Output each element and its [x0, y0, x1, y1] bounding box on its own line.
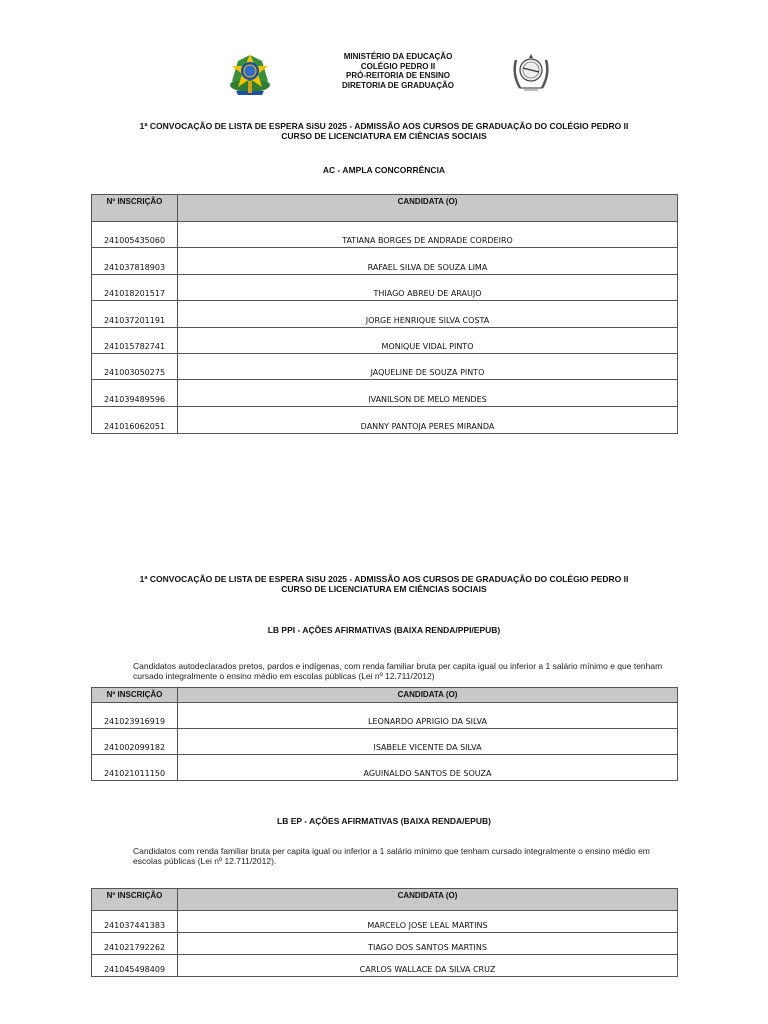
candidate-name-cell: DANNY PANTOJA PERES MIRANDA — [178, 407, 678, 434]
header-line: DIRETORIA DE GRADUAÇÃO — [341, 80, 454, 90]
table-row — [92, 301, 678, 328]
inscricao-cell: 241021792262 — [92, 933, 178, 955]
candidate-name-cell: ISABELE VICENTE DA SILVA — [178, 729, 678, 755]
inscricao-cell: 241037818903 — [92, 248, 178, 275]
column-header-candidato: CANDIDATA (O) — [178, 889, 678, 911]
inscricao-cell: 241003050275 — [92, 354, 178, 380]
lbep-description — [133, 846, 673, 866]
inscricao-cell: 241002099182 — [92, 729, 178, 755]
candidate-name-cell: JAQUELINE DE SOUZA PINTO — [178, 354, 678, 380]
table-row — [92, 380, 678, 407]
institution-header — [270, 52, 526, 90]
candidate-name-cell: RAFAEL SILVA DE SOUZA LIMA — [178, 248, 678, 275]
lbep-table — [91, 888, 678, 977]
candidate-name-cell: TATIANA BORGES DE ANDRADE CORDEIRO — [178, 222, 678, 248]
inscricao-cell: 241016062051 — [92, 407, 178, 434]
lbppi-description-line1: Candidatos autodeclarados pretos, pardos e indígenas, com renda familiar bruta per capita igual ou inferior a 1 salário mínimo e que tenham — [133, 661, 663, 671]
inscricao-cell: 241037201191 — [92, 301, 178, 328]
column-header-inscricao: Nº INSCRIÇÃO — [92, 195, 178, 222]
ac-table — [91, 194, 678, 434]
section-title-repeat — [60, 574, 708, 594]
table-row — [92, 222, 678, 248]
inscricao-cell: 241045498409 — [92, 955, 178, 977]
inscricao-cell: 241039489596 — [92, 380, 178, 407]
brazil-coat-of-arms-logo — [224, 51, 276, 97]
table-row — [92, 354, 678, 380]
lbep-heading: LB EP - AÇÕES AFIRMATIVAS (BAIXA RENDA/EPUB) — [277, 816, 491, 826]
column-header-candidato: CANDIDATA (O) — [178, 195, 678, 222]
lbppi-table — [91, 687, 678, 781]
candidate-name-cell: CARLOS WALLACE DA SILVA CRUZ — [178, 955, 678, 977]
inscricao-cell: 241005435060 — [92, 222, 178, 248]
table-row — [92, 703, 678, 729]
column-header-candidato: CANDIDATA (O) — [178, 688, 678, 703]
column-header-inscricao: Nº INSCRIÇÃO — [92, 688, 178, 703]
ac-heading: AC - AMPLA CONCORRÊNCIA — [322, 165, 446, 175]
candidate-name-cell: AGUINALDO SANTOS DE SOUZA — [178, 755, 678, 781]
lbep-description-line2: escolas públicas (Lei nº 12.711/2012). — [133, 856, 277, 866]
header-line: PRÓ-REITORIA DE ENSINO — [345, 71, 450, 80]
lbppi-description-line2: cursado integralmente o ensino médio em escolas públicas (Lei nº 12.711/2012) — [133, 671, 435, 681]
table-row — [92, 407, 678, 434]
section-title-line1: 1ª CONVOCAÇÃO DE LISTA DE ESPERA SiSU 2025 - ADMISSÃO AOS CURSOS DE GRADUAÇÃO DO COLÉGIO PEDRO II — [139, 121, 629, 131]
candidate-name-cell: LEONARDO APRIGIO DA SILVA — [178, 703, 678, 729]
inscricao-cell: 241021011150 — [92, 755, 178, 781]
candidate-name-cell: THIAGO ABREU DE ARAUJO — [178, 275, 678, 301]
table-row — [92, 729, 678, 755]
column-header-inscricao: Nº INSCRIÇÃO — [92, 889, 178, 911]
table-row — [92, 933, 678, 955]
candidate-name-cell: IVANILSON DE MELO MENDES — [178, 380, 678, 407]
table-row — [92, 275, 678, 301]
table-row — [92, 248, 678, 275]
candidate-name-cell: MONIQUE VIDAL PINTO — [178, 328, 678, 354]
section-title-line1: 1ª CONVOCAÇÃO DE LISTA DE ESPERA SiSU 2025 - ADMISSÃO AOS CURSOS DE GRADUAÇÃO DO COLÉGIO PEDRO II — [139, 574, 629, 584]
inscricao-cell: 241015782741 — [92, 328, 178, 354]
table-row — [92, 955, 678, 977]
lbep-description-line1: Candidatos com renda familiar bruta per capita igual ou inferior a 1 salário mínimo que tenham cursado integralmente o ensino médio em — [133, 846, 650, 856]
inscricao-cell: 241023916919 — [92, 703, 178, 729]
lbppi-description — [133, 661, 673, 681]
section-title-line2: CURSO DE LICENCIATURA EM CIÊNCIAS SOCIAIS — [281, 131, 487, 141]
inscricao-cell: 241037441383 — [92, 911, 178, 933]
table-row — [92, 911, 678, 933]
section-title — [60, 121, 708, 141]
candidate-name-cell: MARCELO JOSE LEAL MARTINS — [178, 911, 678, 933]
header-line: COLÉGIO PEDRO II — [360, 61, 436, 71]
candidate-name-cell: JORGE HENRIQUE SILVA COSTA — [178, 301, 678, 328]
header-line: MINISTÉRIO DA EDUCAÇÃO — [343, 52, 453, 61]
lbppi-heading: LB PPI - AÇÕES AFIRMATIVAS (BAIXA RENDA/PPI/EPUB) — [267, 625, 501, 635]
section-title-line2: CURSO DE LICENCIATURA EM CIÊNCIAS SOCIAIS — [281, 584, 487, 594]
inscricao-cell: 241018201517 — [92, 275, 178, 301]
candidate-name-cell: TIAGO DOS SANTOS MARTINS — [178, 933, 678, 955]
table-row — [92, 755, 678, 781]
table-row — [92, 328, 678, 354]
